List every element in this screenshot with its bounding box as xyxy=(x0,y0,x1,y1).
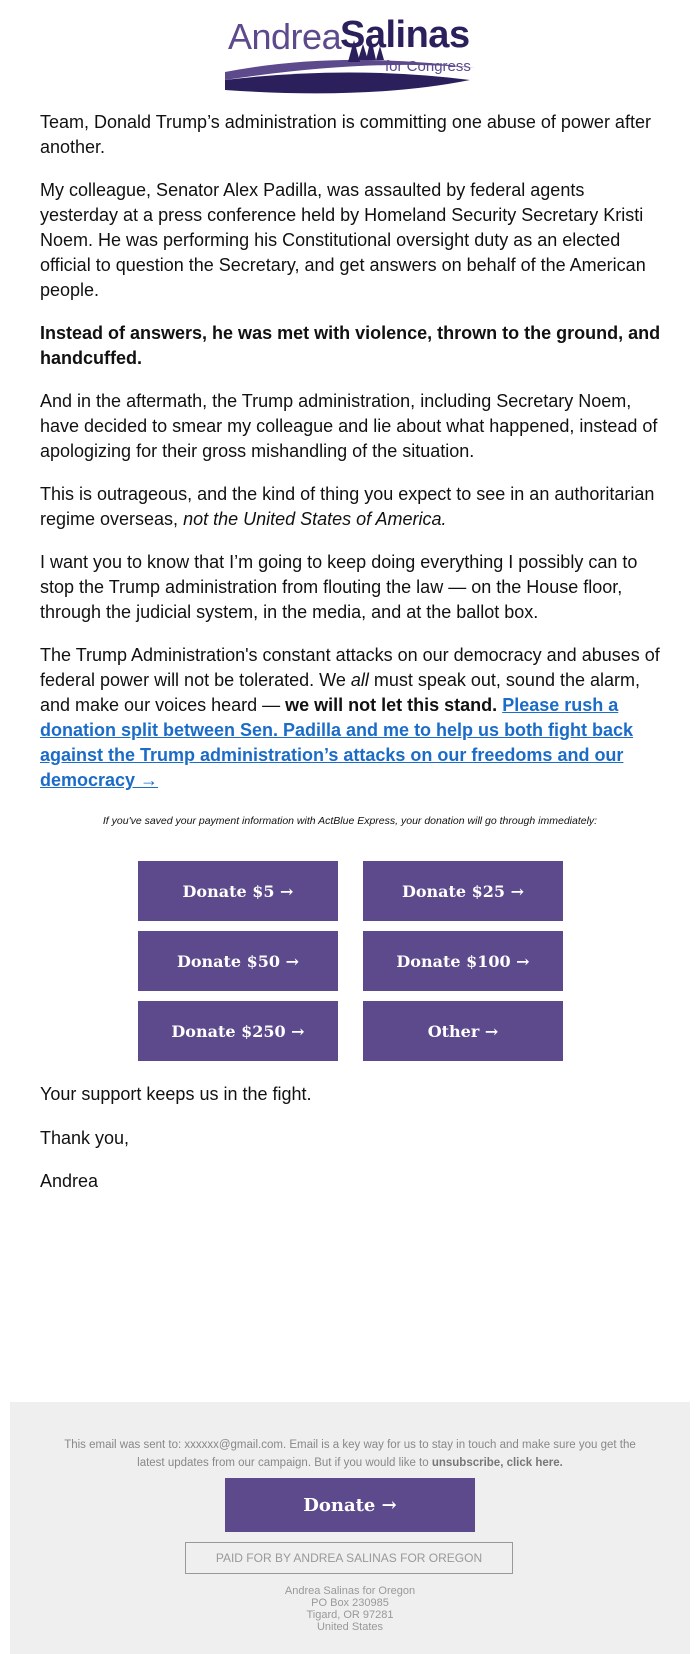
address-line: United States xyxy=(316,1621,384,1633)
donate-50-button[interactable]: Donate $50 → xyxy=(138,931,338,991)
paragraph-6: I want you to know that I’m going to keep doing everything I possibly can to stop the Trump administration from flouting the law — on the House floor, through the judicial system, in the media, and at the ballot box. xyxy=(40,552,638,622)
donate-other-button[interactable]: Other → xyxy=(363,1001,563,1061)
mailing-address xyxy=(10,1585,690,1633)
paragraph-4: And in the aftermath, the Trump administration, including Secretary Noem, have decided to smear my colleague and lie about what happened, instead of apologizing for their gross mishandling of the situation. xyxy=(40,391,658,461)
donate-250-button[interactable]: Donate $250 → xyxy=(138,1001,338,1061)
footer-donate-button[interactable]: Donate → xyxy=(225,1478,475,1532)
paragraph-7-text-a: The Trump Administration's constant attacks on our democracy and abuses of federal power will not be tolerated. We xyxy=(40,645,660,690)
actblue-note: If you've saved your payment information with ActBlue Express, your donation will go through immediately: xyxy=(102,815,598,827)
footer-sent-to-suffix: . Email is a key way for us to stay in touch and make sure you get the latest updates from our campaign. But if you would like to xyxy=(137,1439,636,1469)
logo-subtitle: for Congress xyxy=(385,58,471,75)
logo-last-name: Salinas xyxy=(340,14,470,56)
logo-first-name: Andrea xyxy=(228,16,342,57)
closing-line-1: Your support keeps us in the fight. xyxy=(40,1084,312,1104)
recipient-email: xxxxxx@gmail.com xyxy=(184,1439,283,1451)
paragraph-3: Instead of answers, he was met with violence, thrown to the ground, and handcuffed. xyxy=(40,323,661,368)
unsubscribe-link[interactable]: unsubscribe, click here. xyxy=(431,1457,563,1469)
footer-disclaimer xyxy=(50,1436,650,1472)
closing-line-2: Thank you, xyxy=(40,1128,130,1148)
paragraph-7-text-c: must speak out, sound the alarm, and make our voices heard — xyxy=(40,670,641,715)
donate-100-button[interactable]: Donate $100 → xyxy=(363,931,563,991)
address-line: PO Box 230985 xyxy=(311,1597,389,1609)
paragraph-7-bold: we will not let this stand. xyxy=(285,695,498,715)
paragraph-7-emphasis: all xyxy=(350,670,369,690)
message-content xyxy=(40,110,665,811)
footer-sent-to-prefix: This email was sent to: xyxy=(64,1439,185,1451)
donate-5-button[interactable]: Donate $5 → xyxy=(138,861,338,921)
campaign-logo xyxy=(220,10,480,95)
donation-link[interactable]: Please rush a donation split between Sen. Padilla and me to help us both fight back against the Trump administration’s attacks on our freedoms and our democracy → xyxy=(40,695,634,790)
paragraph-2: My colleague, Senator Alex Padilla, was assaulted by federal agents yesterday at a press conference held by Homeland Security Secretary Kristi Noem. He was performing his Constitutional oversight duty as an elected official to question the Secretary, and get answers on behalf of the American people. xyxy=(40,180,646,300)
paragraph-5-text: This is outrageous, and the kind of thing you expect to see in an authoritarian regime overseas, xyxy=(40,484,655,529)
signature: Andrea xyxy=(40,1171,99,1191)
paragraph-1: Team, Donald Trump’s administration is committing one abuse of power after another. xyxy=(40,112,651,157)
address-line: Andrea Salinas for Oregon xyxy=(284,1585,416,1597)
donate-25-button[interactable]: Donate $25 → xyxy=(363,861,563,921)
paid-for-disclaimer: PAID FOR BY ANDREA SALINAS FOR OREGON xyxy=(185,1542,513,1574)
paragraph-5-emphasis: not the United States of America. xyxy=(183,509,447,529)
address-line: Tigard, OR 97281 xyxy=(306,1609,394,1621)
email-footer xyxy=(10,1402,690,1654)
paragraph-7 xyxy=(40,643,665,793)
paragraph-5 xyxy=(40,482,665,532)
